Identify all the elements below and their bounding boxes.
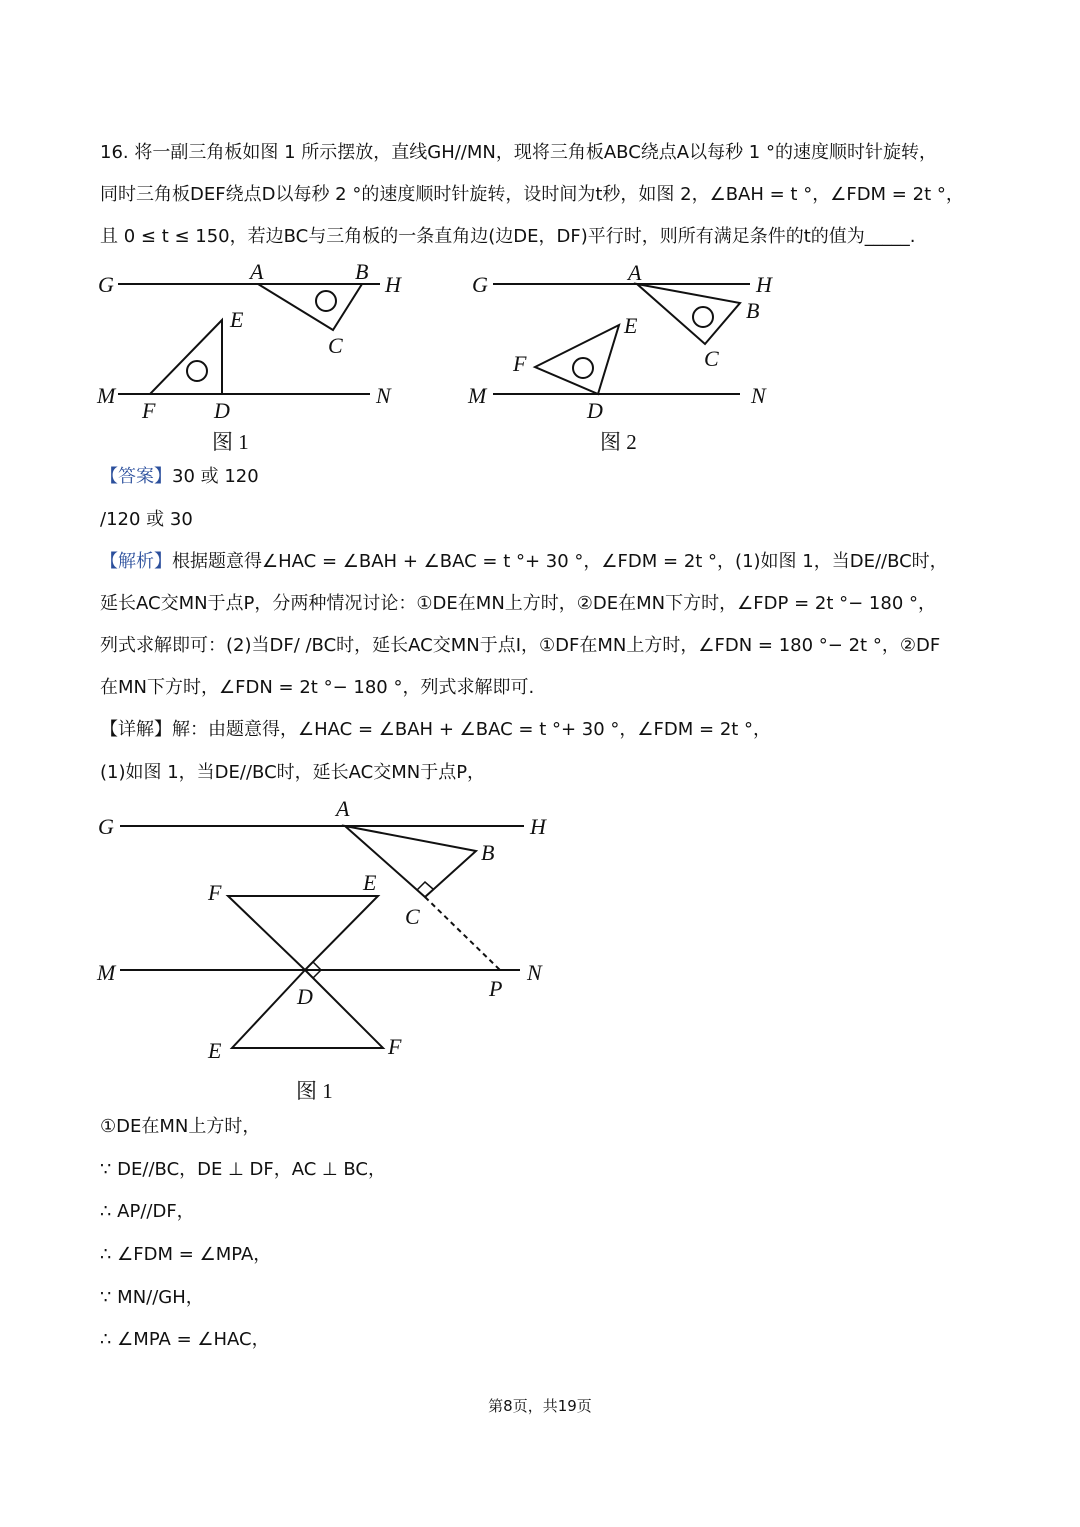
question-line-2: 同时三角板DEF绕点D以每秒 2 °的速度顺时针旋转，设时间为t秒，如图 2，∠BAH = t °，∠FDM = 2t °， bbox=[100, 184, 964, 205]
point-label: 图 1 bbox=[296, 1079, 333, 1103]
point-label: 图 1 bbox=[212, 430, 249, 454]
analysis-line-2: 延长AC交MN于点P，分两种情况讨论：①DE在MN上方时，②DE在MN下方时，∠FDP = 2t °− 180 °， bbox=[100, 593, 936, 614]
point-label: E bbox=[363, 870, 377, 895]
analysis-tag: 【解析】 bbox=[100, 551, 172, 572]
proof-line-2: ∵ DE//BC，DE ⊥ DF，AC ⊥ BC， bbox=[100, 1159, 386, 1180]
point-label: E bbox=[624, 313, 638, 338]
analysis-line-1 bbox=[100, 550, 948, 574]
point-label: E bbox=[208, 1038, 222, 1063]
figure-3 bbox=[120, 826, 524, 1048]
point-label: M bbox=[97, 960, 116, 985]
point-label: F bbox=[208, 880, 222, 905]
point-label: D bbox=[297, 984, 313, 1009]
point-label: C bbox=[328, 333, 343, 358]
point-label: H bbox=[756, 272, 772, 297]
point-label: E bbox=[230, 307, 244, 332]
question-line-3: 且 0 ≤ t ≤ 150，若边BC与三角板的一条直角边(边DE，DF)平行时，则所有满足条件的t的值为_____. bbox=[100, 226, 916, 247]
point-label: C bbox=[405, 904, 420, 929]
proof-line-6: ∴ ∠MPA = ∠HAC， bbox=[100, 1329, 270, 1350]
detail-case-1: (1)如图 1，当DE//BC时，延长AC交MN于点P， bbox=[100, 762, 486, 783]
point-label: B bbox=[355, 259, 369, 284]
point-label: C bbox=[704, 346, 719, 371]
point-label: N bbox=[376, 383, 391, 408]
point-label: M bbox=[97, 383, 116, 408]
point-label: A bbox=[250, 259, 264, 284]
proof-line-1: ①DE在MN上方时， bbox=[100, 1116, 261, 1137]
answer-tag: 【答案】 bbox=[100, 466, 172, 487]
analysis-text-1: 根据题意得∠HAC = ∠BAH + ∠BAC = t °+ 30 °，∠FDM = 2t °，(1)如图 1，当DE//BC时， bbox=[172, 551, 948, 572]
point-label: P bbox=[489, 976, 503, 1001]
point-label: B bbox=[481, 840, 495, 865]
detail-tag: 【详解】 bbox=[100, 719, 172, 740]
answer-text: 30 或 120 bbox=[172, 466, 259, 487]
point-label: G bbox=[98, 814, 114, 839]
point-label: D bbox=[214, 398, 230, 423]
point-label: B bbox=[746, 298, 760, 323]
point-label: F bbox=[388, 1034, 402, 1059]
point-label: H bbox=[530, 814, 546, 839]
figure-1-labels bbox=[96, 259, 402, 454]
detail-line-1 bbox=[100, 718, 771, 742]
point-label: A bbox=[336, 796, 350, 821]
proof-line-3: ∴ AP//DF， bbox=[100, 1201, 195, 1222]
proof-line-4: ∴ ∠FDM = ∠MPA， bbox=[100, 1244, 272, 1265]
point-label: M bbox=[468, 383, 487, 408]
answer-line bbox=[100, 465, 259, 489]
proof-line-5: ∵ MN//GH， bbox=[100, 1287, 204, 1308]
point-label: H bbox=[385, 272, 401, 297]
point-label: 图 2 bbox=[600, 430, 637, 454]
detail-text: 解：由题意得，∠HAC = ∠BAH + ∠BAC = t °+ 30 °，∠FDM = 2t °， bbox=[172, 719, 772, 740]
page-footer: 第8页，共19页 bbox=[488, 1397, 592, 1415]
point-label: A bbox=[628, 260, 642, 285]
point-label: G bbox=[472, 272, 488, 297]
analysis-line-4: 在MN下方时，∠FDN = 2t °− 180 °，列式求解即可. bbox=[100, 677, 535, 698]
answer-alt: /120 或 30 bbox=[100, 509, 193, 530]
figure-2 bbox=[493, 284, 750, 394]
point-label: D bbox=[587, 398, 603, 423]
question-line-1: 16. 将一副三角板如图 1 所示摆放，直线GH//MN，现将三角板ABC绕点A以每秒 1 °的速度顺时针旋转， bbox=[100, 142, 937, 163]
point-label: N bbox=[751, 383, 766, 408]
point-label: F bbox=[513, 351, 527, 376]
point-label: N bbox=[527, 960, 542, 985]
analysis-line-3: 列式求解即可：(2)当DF/ /BC时，延长AC交MN于点I，①DF在MN上方时，∠FDN = 180 °− 2t °，②DF bbox=[100, 635, 941, 656]
point-label: G bbox=[98, 272, 114, 297]
figure-2-labels bbox=[467, 260, 773, 454]
point-label: F bbox=[142, 398, 156, 423]
